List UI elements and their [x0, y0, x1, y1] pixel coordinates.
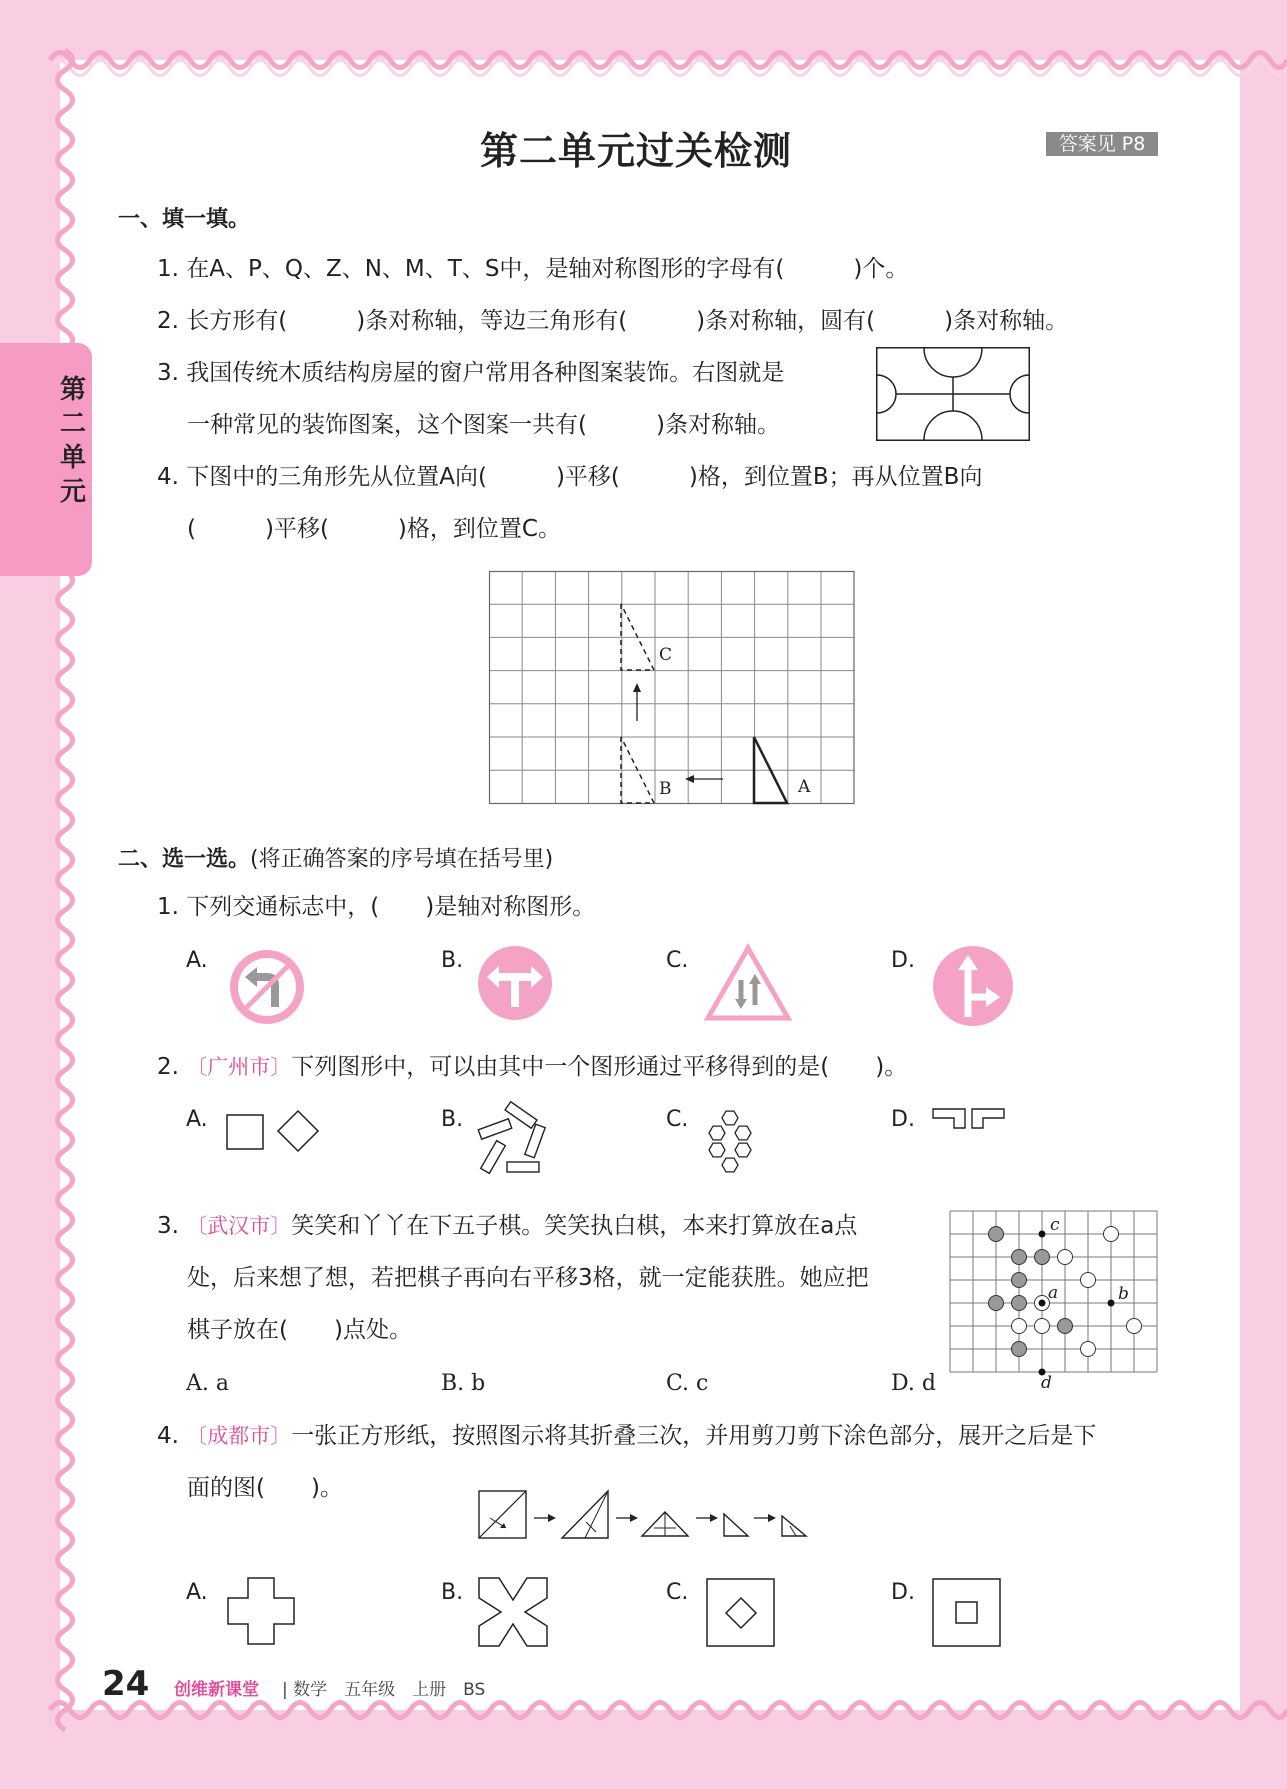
footer-brand: 创维新课堂 [174, 1680, 259, 1700]
s2-q2-number: 2. [157, 1054, 179, 1080]
s1-question-3-line2: 一种常见的装饰图案，这个图案一共有( )条对称轴。 [187, 412, 780, 438]
s2-q1-option-b-label: B. [441, 948, 464, 973]
s2-question-3-line3: 棋子放在( )点处。 [187, 1317, 412, 1343]
s2-q3-region-tag: 〔武汉市〕 [186, 1214, 292, 1238]
window-pattern-figure [876, 347, 1030, 441]
s1-question-2: 2. 长方形有( )条对称轴，等边三角形有( )条对称轴，圆有( )条对称轴。 [157, 308, 1069, 334]
s1-question-1: 1. 在A、P、Q、Z、N、M、T、S中，是轴对称图形的字母有( )个。 [157, 256, 909, 282]
s2-question-4-line2: 面的图( )。 [187, 1475, 343, 1501]
l-shapes-figure [932, 1108, 1006, 1130]
board-label-b: b [1118, 1284, 1129, 1304]
square-with-diamond-hole-figure [706, 1578, 776, 1648]
wavy-border-bottom [50, 1700, 1287, 1730]
turn-left-sign-icon [227, 947, 307, 1027]
cross-shape-figure [226, 1576, 296, 1646]
unit-side-tab [0, 343, 92, 576]
wavy-border-left [45, 50, 85, 1730]
board-label-c: c [1050, 1215, 1060, 1235]
s2-q3-option-b: B. b [441, 1371, 486, 1396]
two-way-traffic-sign-icon [705, 945, 791, 1021]
board-label-a: a [1048, 1283, 1059, 1303]
s2-q3-text-1: 笑笑和丫丫在下五子棋。笑笑执白棋，本来打算放在a点 [291, 1213, 858, 1239]
s2-q2-option-c-label: C. [666, 1107, 689, 1132]
section-1-heading: 一、填一填。 [118, 207, 251, 232]
s2-question-3-line2: 处，后来想了想，若把棋子再向右平移3格，就一定能获胜。她应把 [187, 1265, 869, 1291]
s2-q3-number: 3. [157, 1213, 179, 1239]
unit-side-tab-label: 第二单元 [59, 375, 86, 507]
answer-reference-badge: 答案见 P8 [1046, 132, 1158, 156]
hexagon-ring-figure [705, 1108, 755, 1178]
x-shape-figure [477, 1576, 549, 1648]
translation-grid-figure [489, 571, 855, 805]
s1-question-4-line1: 4. 下图中的三角形先从位置A向( )平移( )格，到位置B；再从位置B向 [157, 464, 983, 490]
rotated-rectangles-figure [475, 1108, 549, 1180]
s2-q2-option-a-label: A. [186, 1107, 208, 1132]
s2-q2-region-tag: 〔广州市〕 [186, 1055, 292, 1079]
s2-q1-option-c-label: C. [666, 948, 689, 973]
s2-question-1: 1. 下列交通标志中，( )是轴对称图形。 [157, 894, 596, 920]
label-c: C [659, 645, 673, 665]
turn-left-right-sign-icon [477, 945, 553, 1021]
s1-question-4-line2: ( )平移( )格，到位置C。 [187, 516, 561, 542]
label-a: A [798, 777, 811, 797]
s2-q2-option-b-label: B. [441, 1107, 464, 1132]
s2-q4-region-tag: 〔成都市〕 [186, 1424, 292, 1448]
s2-q4-option-a-label: A. [186, 1580, 208, 1605]
s2-q4-number: 4. [157, 1423, 179, 1449]
s2-q4-text-1: 一张正方形纸，按照图示将其折叠三次，并用剪刀剪下涂色部分，展开之后是下 [291, 1423, 1097, 1449]
s1-question-3-line1: 3. 我国传统木质结构房屋的窗户常用各种图案装饰。右图就是 [157, 360, 785, 386]
s2-q4-option-c-label: C. [666, 1580, 689, 1605]
square-with-square-hole-figure [932, 1578, 1002, 1648]
s2-q2-text: 下列图形中，可以由其中一个图形通过平移得到的是( )。 [291, 1054, 908, 1080]
section-2-heading [118, 842, 553, 873]
s2-q1-option-d-label: D. [891, 948, 915, 973]
wavy-border-top [50, 45, 1287, 75]
s2-q4-option-b-label: B. [441, 1580, 464, 1605]
s2-question-4-line1 [157, 1421, 1096, 1451]
s2-q2-option-d-label: D. [891, 1107, 915, 1132]
page-number: 24 [102, 1664, 150, 1704]
page-title: 第二单元过关检测 [480, 129, 793, 173]
s2-q4-option-d-label: D. [891, 1580, 915, 1605]
paper-folding-steps-figure [478, 1490, 814, 1542]
s2-question-2 [157, 1052, 907, 1082]
gomoku-board-figure [950, 1211, 1158, 1393]
label-b: B [659, 779, 672, 799]
s2-q3-option-d: D. d [891, 1371, 936, 1396]
s2-q1-option-a-label: A. [186, 948, 208, 973]
square-and-diamond-figure [226, 1109, 320, 1151]
footer-book-info: | 数学 五年级 上册 BS [282, 1680, 486, 1700]
straight-or-right-sign-icon [932, 945, 1014, 1027]
s2-q3-option-c: C. c [666, 1371, 709, 1396]
section-2-heading-text: 二、选一选。 [118, 847, 251, 872]
s2-q3-option-a: A. a [186, 1371, 229, 1396]
s2-question-3-line1 [157, 1211, 857, 1241]
section-2-heading-note: (将正确答案的序号填在括号里) [250, 847, 554, 872]
board-label-d: d [1041, 1373, 1052, 1393]
